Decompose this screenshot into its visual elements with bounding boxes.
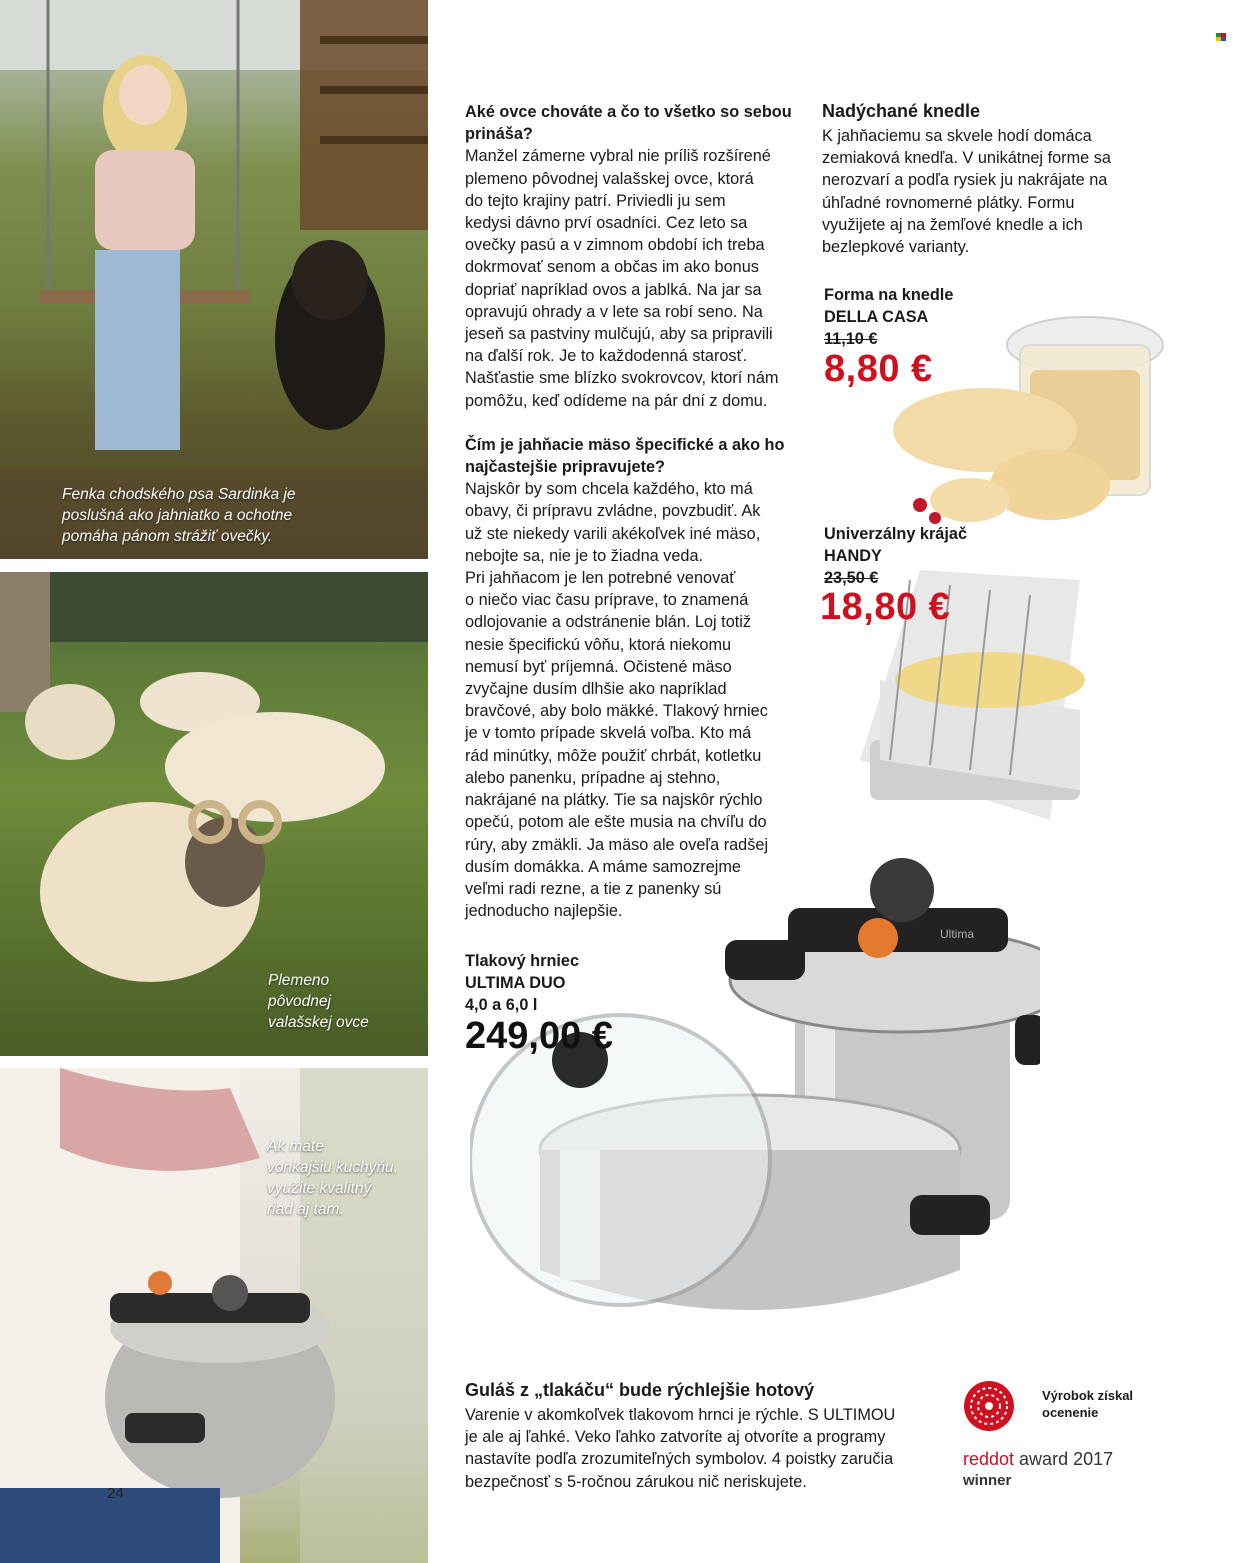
answer-line: nebojte sa, nie je to žiadna veda.: [465, 546, 704, 565]
knedle-line: využijete aj na žemľové knedle a ich: [822, 215, 1083, 234]
answer-line: opravujú ohrady a v lete sa robí seno. Na: [465, 302, 763, 321]
product-name-line: ULTIMA DUO: [465, 974, 566, 992]
gulash-line: Varenie v akomkoľvek tlakovom hrnci je rýchle. S ULTIMOU: [465, 1406, 896, 1424]
answer-line: opečú, potom ale ešte musia na chvíľu do: [465, 813, 767, 832]
product-forma-price: 8,80 €: [824, 348, 933, 390]
gulash-heading: Guláš z „tlakáču“ bude rýchlejšie hotový: [465, 1380, 815, 1400]
award-winner: winner: [963, 1472, 1012, 1489]
answer-line: už ste niekedy varili akékoľvek iné mäso,: [465, 524, 761, 543]
knedle-text: [822, 125, 1142, 258]
answer-line: jednoducho najlepšie.: [465, 902, 623, 921]
caption-line: pôvodnej: [268, 993, 331, 1010]
answer-line: obavy, či prípravu zvládne, povzbudiť. Ak: [465, 502, 761, 521]
photo-girl-swing-dog-illustration: [0, 0, 428, 559]
knedle-line: bezlepkové varianty.: [822, 238, 970, 257]
answer-line: rád minútky, môže použiť chrbát, kotletku: [465, 746, 762, 765]
answer-line: Najskôr by som chcela každého, kto má: [465, 480, 753, 499]
answer-line: nemusí byť príjemná. Očistené mäso: [465, 657, 732, 676]
gulash-line: nastavíte podľa zrozumiteľných symbolov. 4 poistky zaručia: [465, 1450, 894, 1469]
answer-line: Manžel zámerne vybral nie príliš rozšírené: [465, 147, 771, 166]
answer-line: Pri jahňacom je len potrebné venovať: [465, 569, 736, 588]
award-note-line: ocenenie: [1042, 1405, 1099, 1420]
knedle-line: úhľadné rovnomerné plátky. Formu: [822, 193, 1075, 212]
photo1-caption: [62, 484, 296, 547]
photo2-caption: [268, 970, 369, 1033]
answer-line: veľmi radi rezne, a tie z panenky sú: [465, 879, 722, 898]
caption-line: poslušná ako jahniatko a ochotne: [62, 507, 293, 524]
answer-line: nesie špecifickú vôňu, ktorá niekomu: [465, 635, 732, 654]
award-year: award 2017: [1014, 1449, 1114, 1469]
caption-line: Ak máte: [267, 1138, 324, 1155]
product-krajac-old-price: 23,50 €: [824, 569, 879, 587]
page-number: 24: [107, 1485, 124, 1502]
answer-1: [465, 145, 805, 411]
gulash-line: bezpečnosť s 5-ročnou zárukou nič neriskujete.: [465, 1472, 807, 1491]
caption-line: využite kvalitný: [267, 1180, 372, 1197]
lid-brand: Ultima: [940, 927, 975, 941]
caption-line: riad aj tam.: [267, 1201, 344, 1218]
question-line: prináša?: [465, 125, 533, 144]
question-2: [465, 434, 805, 478]
answer-line: ovečky pasú a v zimnom období ich treba: [465, 236, 765, 255]
answer-line: nakrájané na plátky. Tie sa najskôr rýchlo: [465, 791, 763, 810]
answer-line: je v tomto prípade skvelá voľba. Kto má: [465, 724, 752, 743]
caption-line: Fenka chodského psa Sardinka je: [62, 486, 296, 503]
answer-line: odlojovanie a odstránenie blán. Loj totiž: [465, 613, 752, 632]
pressure-cooker-image: [470, 850, 1040, 1370]
answer-line: kedysi dávno prví osadníci. Cez leto sa: [465, 214, 748, 233]
product-krajac-name: [824, 523, 967, 589]
answer-line: alebo panenku, prípadne aj stehno,: [465, 768, 721, 787]
product-hrniec-name: [465, 950, 579, 1016]
award-reddot-word: reddot: [963, 1449, 1015, 1469]
question-1: [465, 101, 805, 145]
product-name-line: Forma na knedle: [824, 286, 954, 304]
product-name-line: 4,0 a 6,0 l: [465, 996, 538, 1014]
gulash-line: je ale aj ľahké. Veko ľahko zatvoríte aj otvoríte a programy: [465, 1428, 886, 1447]
gulash-text: [465, 1404, 945, 1493]
answer-line: Našťastie sme blízko svokrovcov, ktorí nám: [465, 369, 779, 388]
answer-line: rúry, aby zmäkli. Ja mäso ale oveľa radšej: [465, 835, 769, 854]
answer-line: zvyčajne dusím dlhšie ako napríklad: [465, 680, 727, 699]
color-mark-icon: [1216, 33, 1226, 41]
interview-column: [465, 101, 805, 922]
caption-line: pomáha pánom strážiť ovečky.: [62, 528, 273, 545]
photo-sheep: [0, 572, 428, 1056]
answer-line: bravčové, aby bolo mäkké. Tlakový hrniec: [465, 702, 768, 721]
photo-woman-with-pot: [0, 1068, 428, 1563]
product-name-line: Tlakový hrniec: [465, 952, 580, 970]
reddot-award-icon: [963, 1380, 1015, 1432]
knedle-line: K jahňaciemu sa skvele hodí domáca: [822, 127, 1092, 145]
question-line: najčastejšie pripravujete?: [465, 458, 665, 477]
product-forma-old-price: 11,10 €: [824, 330, 878, 348]
award-title: [963, 1449, 1113, 1470]
answer-line: jeseň sa pastviny mulčujú, aby sa pripravili: [465, 325, 773, 344]
knedle-heading: Nadýchané knedle: [822, 101, 981, 121]
product-forma-name: [824, 284, 953, 350]
product-krajac-price: 18,80 €: [820, 586, 951, 628]
answer-line: na ďalší rok. Je to každodenná starosť.: [465, 347, 748, 366]
question-line: Aké ovce chováte a čo to všetko so sebou: [465, 103, 792, 121]
answer-line: o niečo viac času príprave, to znamená: [465, 591, 749, 610]
answer-line: dopriať napríklad ovos a jablká. Na jar sa: [465, 280, 762, 299]
answer-line: pomôžu, keď odídeme na pár dní z domu.: [465, 391, 768, 410]
answer-line: dokrmovať senom a občas im ako bonus: [465, 258, 759, 277]
product-name-line: DELLA CASA: [824, 308, 929, 326]
product-hrniec-price: 249,00 €: [465, 1015, 613, 1057]
photo-girl-swing-dog: [0, 0, 428, 559]
product-name-line: Univerzálny krájač: [824, 525, 967, 543]
caption-line: vonkajšiu kuchyňu,: [267, 1159, 398, 1176]
answer-line: do tejto krajiny patrí. Priviedli ju sem: [465, 191, 726, 210]
caption-line: valašskej ovce: [268, 1014, 369, 1031]
knedle-line: zemiaková knedľa. V unikátnej forme sa: [822, 149, 1111, 168]
caption-line: Plemeno: [268, 972, 330, 989]
knedle-line: nerozvarí a podľa rysiek ju nakrájate na: [822, 171, 1108, 190]
answer-line: plemeno pôvodnej valašskej ovce, ktorá: [465, 169, 754, 188]
product-name-line: HANDY: [824, 547, 882, 565]
award-note: [1042, 1387, 1133, 1421]
photo3-caption: [267, 1136, 398, 1220]
question-line: Čím je jahňacie mäso špecifické a ako ho: [465, 435, 785, 454]
award-note-line: Výrobok získal: [1042, 1388, 1134, 1403]
answer-line: dusím domákka. A máme samozrejme: [465, 857, 741, 876]
